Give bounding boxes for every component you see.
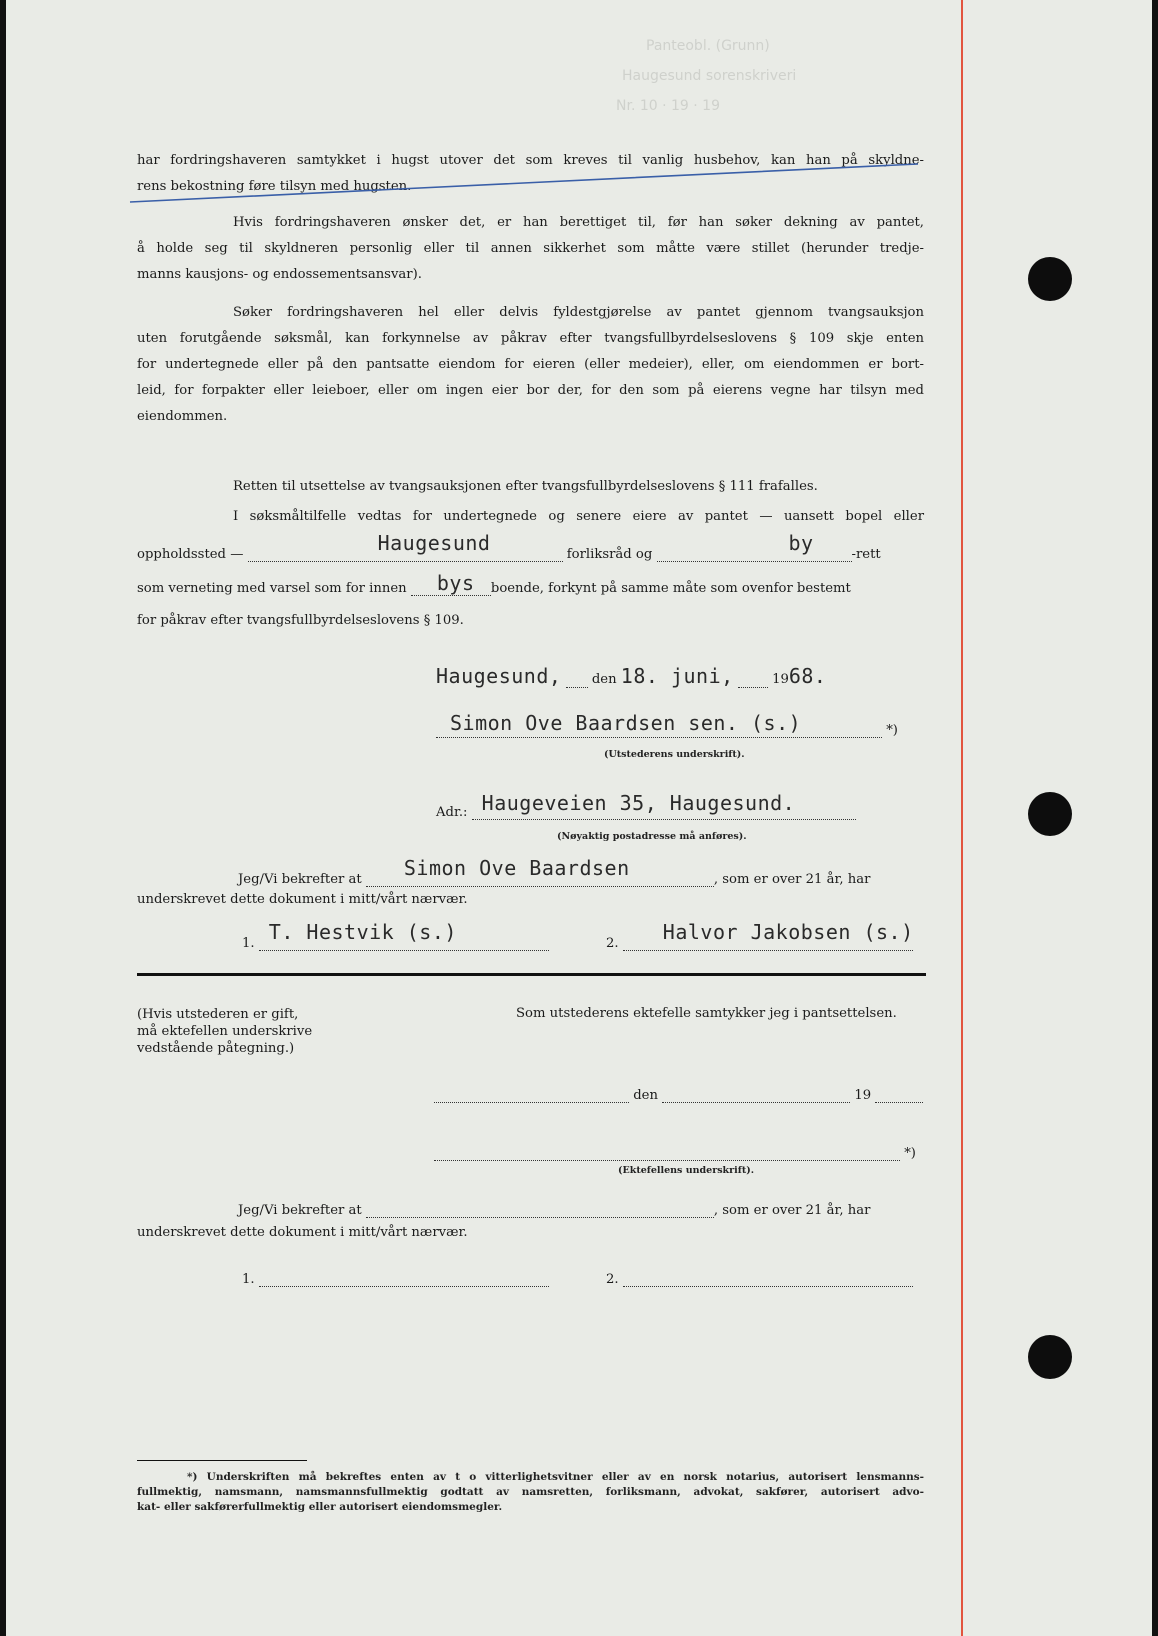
spouse-note: (Hvis utstederen er gift, må ektefellen underskrive vedstående påtegning.): [137, 1007, 313, 1056]
spouse-signature-field[interactable]: [434, 1148, 900, 1161]
spouse-witness-1: 1.: [242, 1272, 549, 1287]
footnote-line3: kat- eller sakførerfullmektig eller autorisert eiendomsmegler.: [137, 1501, 503, 1513]
paragraph-forced-auction: [137, 300, 924, 430]
p4-line1: I søksmåltilfelle vedtas for undertegnede og senere eiere av pantet — uansett bopel eller: [233, 509, 924, 524]
venue-place-typed: Haugesund: [377, 531, 491, 555]
spouse-witness-2: 2.: [606, 1272, 913, 1287]
footnote: [137, 1470, 924, 1515]
witness-2-typed: Halvor Jakobsen (s.): [662, 920, 914, 944]
venue-court-typed: by: [788, 531, 814, 555]
p3-line1: Retten til utsettelse av tvangsauksjonen efter tvangsfullbyrdelseslovens § 111 frafalles.: [233, 479, 818, 494]
p1-line1: Hvis fordringshaveren ønsker det, er han berettiget til, før han søker dekning av pantet,: [233, 215, 924, 230]
issuer-signature-field: [436, 711, 882, 738]
date-typed: 18. juni,: [620, 664, 734, 688]
witness-2: 2. Halvor Jakobsen (s.): [606, 920, 914, 951]
year-typed: 68.: [788, 664, 827, 688]
venue-resident-field: [411, 571, 491, 596]
p1-line2: å holde seg til skyldneren personlig eller til annen sikkerhet som måtte være stillet (herunder tredje-: [137, 241, 924, 256]
footnote-line1: *) Underskriften må bekreftes enten av t o vitterlighetsvitner eller av en norsk notarius, autorisert lensmanns-: [187, 1471, 924, 1483]
paragraph-postponement: [137, 474, 924, 500]
binder-hole-middle: [1028, 792, 1072, 836]
spouse-confirm-name-field[interactable]: [366, 1205, 714, 1218]
spouse-witness-2-field[interactable]: [623, 1274, 913, 1287]
issuer-name-typed: Simon Ove Baardsen sen. (s.): [450, 711, 802, 735]
ghost-header-line2: Haugesund sorenskriveri: [622, 68, 797, 84]
spouse-signature-line: *): [434, 1146, 916, 1161]
witness-2-field: [623, 920, 914, 951]
ghost-header-line3: Nr. 10 · 19 · 19: [616, 98, 720, 114]
venue-line-3: for påkrav efter tvangsfullbyrdelseslovens § 109.: [137, 613, 464, 628]
issuer-caption: (Utstederens underskrift).: [604, 749, 745, 760]
witness-1-field: [259, 920, 549, 951]
witness-1-typed: T. Hestvik (s.): [268, 920, 457, 944]
spouse-caption: (Ektefellens underskrift).: [618, 1165, 755, 1176]
p2-line4: leid, for forpakter eller leieboer, eller om ingen eier bor der, for den som på eierens vegne har tilsyn med: [137, 383, 924, 398]
spouse-date-line: den 19: [434, 1088, 923, 1103]
spouse-consent: Som utstederens ektefelle samtykker jeg i pantsettelsen.: [516, 1006, 897, 1021]
address-typed: Haugeveien 35, Haugesund.: [481, 791, 796, 815]
venue-place-field: [248, 531, 563, 562]
address-line: Adr.: Haugeveien 35, Haugesund.: [436, 797, 856, 820]
spouse-witness-confirm-2: underskrevet dette dokument i mitt/vårt nærvær.: [137, 1225, 468, 1240]
footnote-rule: [137, 1460, 307, 1461]
venue-line: oppholdssted — Haugesund forliksråd og by -rett: [137, 531, 881, 562]
intro-line2: rens bekostning føre tilsyn med hugsten.: [137, 179, 412, 194]
venue-court-field: [657, 531, 852, 562]
venue-resident-typed: bys: [436, 571, 475, 595]
witness-1: 1. T. Hestvik (s.): [242, 934, 549, 951]
confirm-name-typed: Simon Ove Baardsen: [403, 856, 630, 880]
binder-hole-bottom: [1028, 1335, 1072, 1379]
p2-line5: eiendommen.: [137, 409, 228, 424]
place-date-line: Haugesund, den 18. juni, 1968.: [436, 664, 827, 688]
place-typed: Haugesund,: [436, 664, 562, 688]
binder-hole-top: [1028, 257, 1072, 301]
p2-line3: for undertegnede eller på den pantsatte eiendom for eieren (eller medeier), eller, om eiendommen er bort-: [137, 357, 924, 372]
spouse-witness-1-field[interactable]: [259, 1274, 549, 1287]
paragraph-venue: [137, 504, 924, 530]
footnote-line2: fullmektig, namsmann, namsmannsfullmektig godtatt av namsretten, forliksmann, advokat, sakfører, autorisert advo-: [137, 1486, 924, 1498]
witness-confirm-line-2: underskrevet dette dokument i mitt/vårt nærvær.: [137, 892, 468, 907]
witness-confirm-line: Jeg/Vi bekrefter at Simon Ove Baardsen , som er over 21 år, har: [238, 856, 871, 887]
p2-line2: uten forutgående søksmål, kan forkynnelse av påkrav efter tvangsfullbyrdelseslovens § 109 skje enten: [137, 331, 924, 346]
section-divider: [137, 973, 926, 976]
p2-line1: Søker fordringshaveren hel eller delvis fyldestgjørelse av pantet gjennom tvangsauksjon: [233, 305, 924, 320]
blue-pen-underline: [128, 150, 928, 210]
intro-line1: har fordringshaveren samtykket i hugst utover det som kreves til vanlig husbehov, kan han på skyldne-: [137, 153, 924, 168]
red-margin-line: [961, 0, 963, 1636]
address-field: [472, 791, 856, 820]
ghost-header-line1: Panteobl. (Grunn): [646, 38, 770, 54]
venue-line-2: som verneting med varsel som for innen bys boende, forkynt på samme måte som ovenfor bestemt: [137, 571, 851, 596]
paragraph-personal-liability: [137, 210, 924, 288]
document-page: [6, 0, 1152, 1636]
p1-line3: manns kausjons- og endossementsansvar).: [137, 267, 422, 282]
spouse-witness-confirm: Jeg/Vi bekrefter at , som er over 21 år, har: [238, 1203, 871, 1218]
address-caption: (Nøyaktig postadresse må anføres).: [557, 831, 747, 842]
issuer-signature-line: Simon Ove Baardsen sen. (s.) *): [436, 715, 898, 738]
